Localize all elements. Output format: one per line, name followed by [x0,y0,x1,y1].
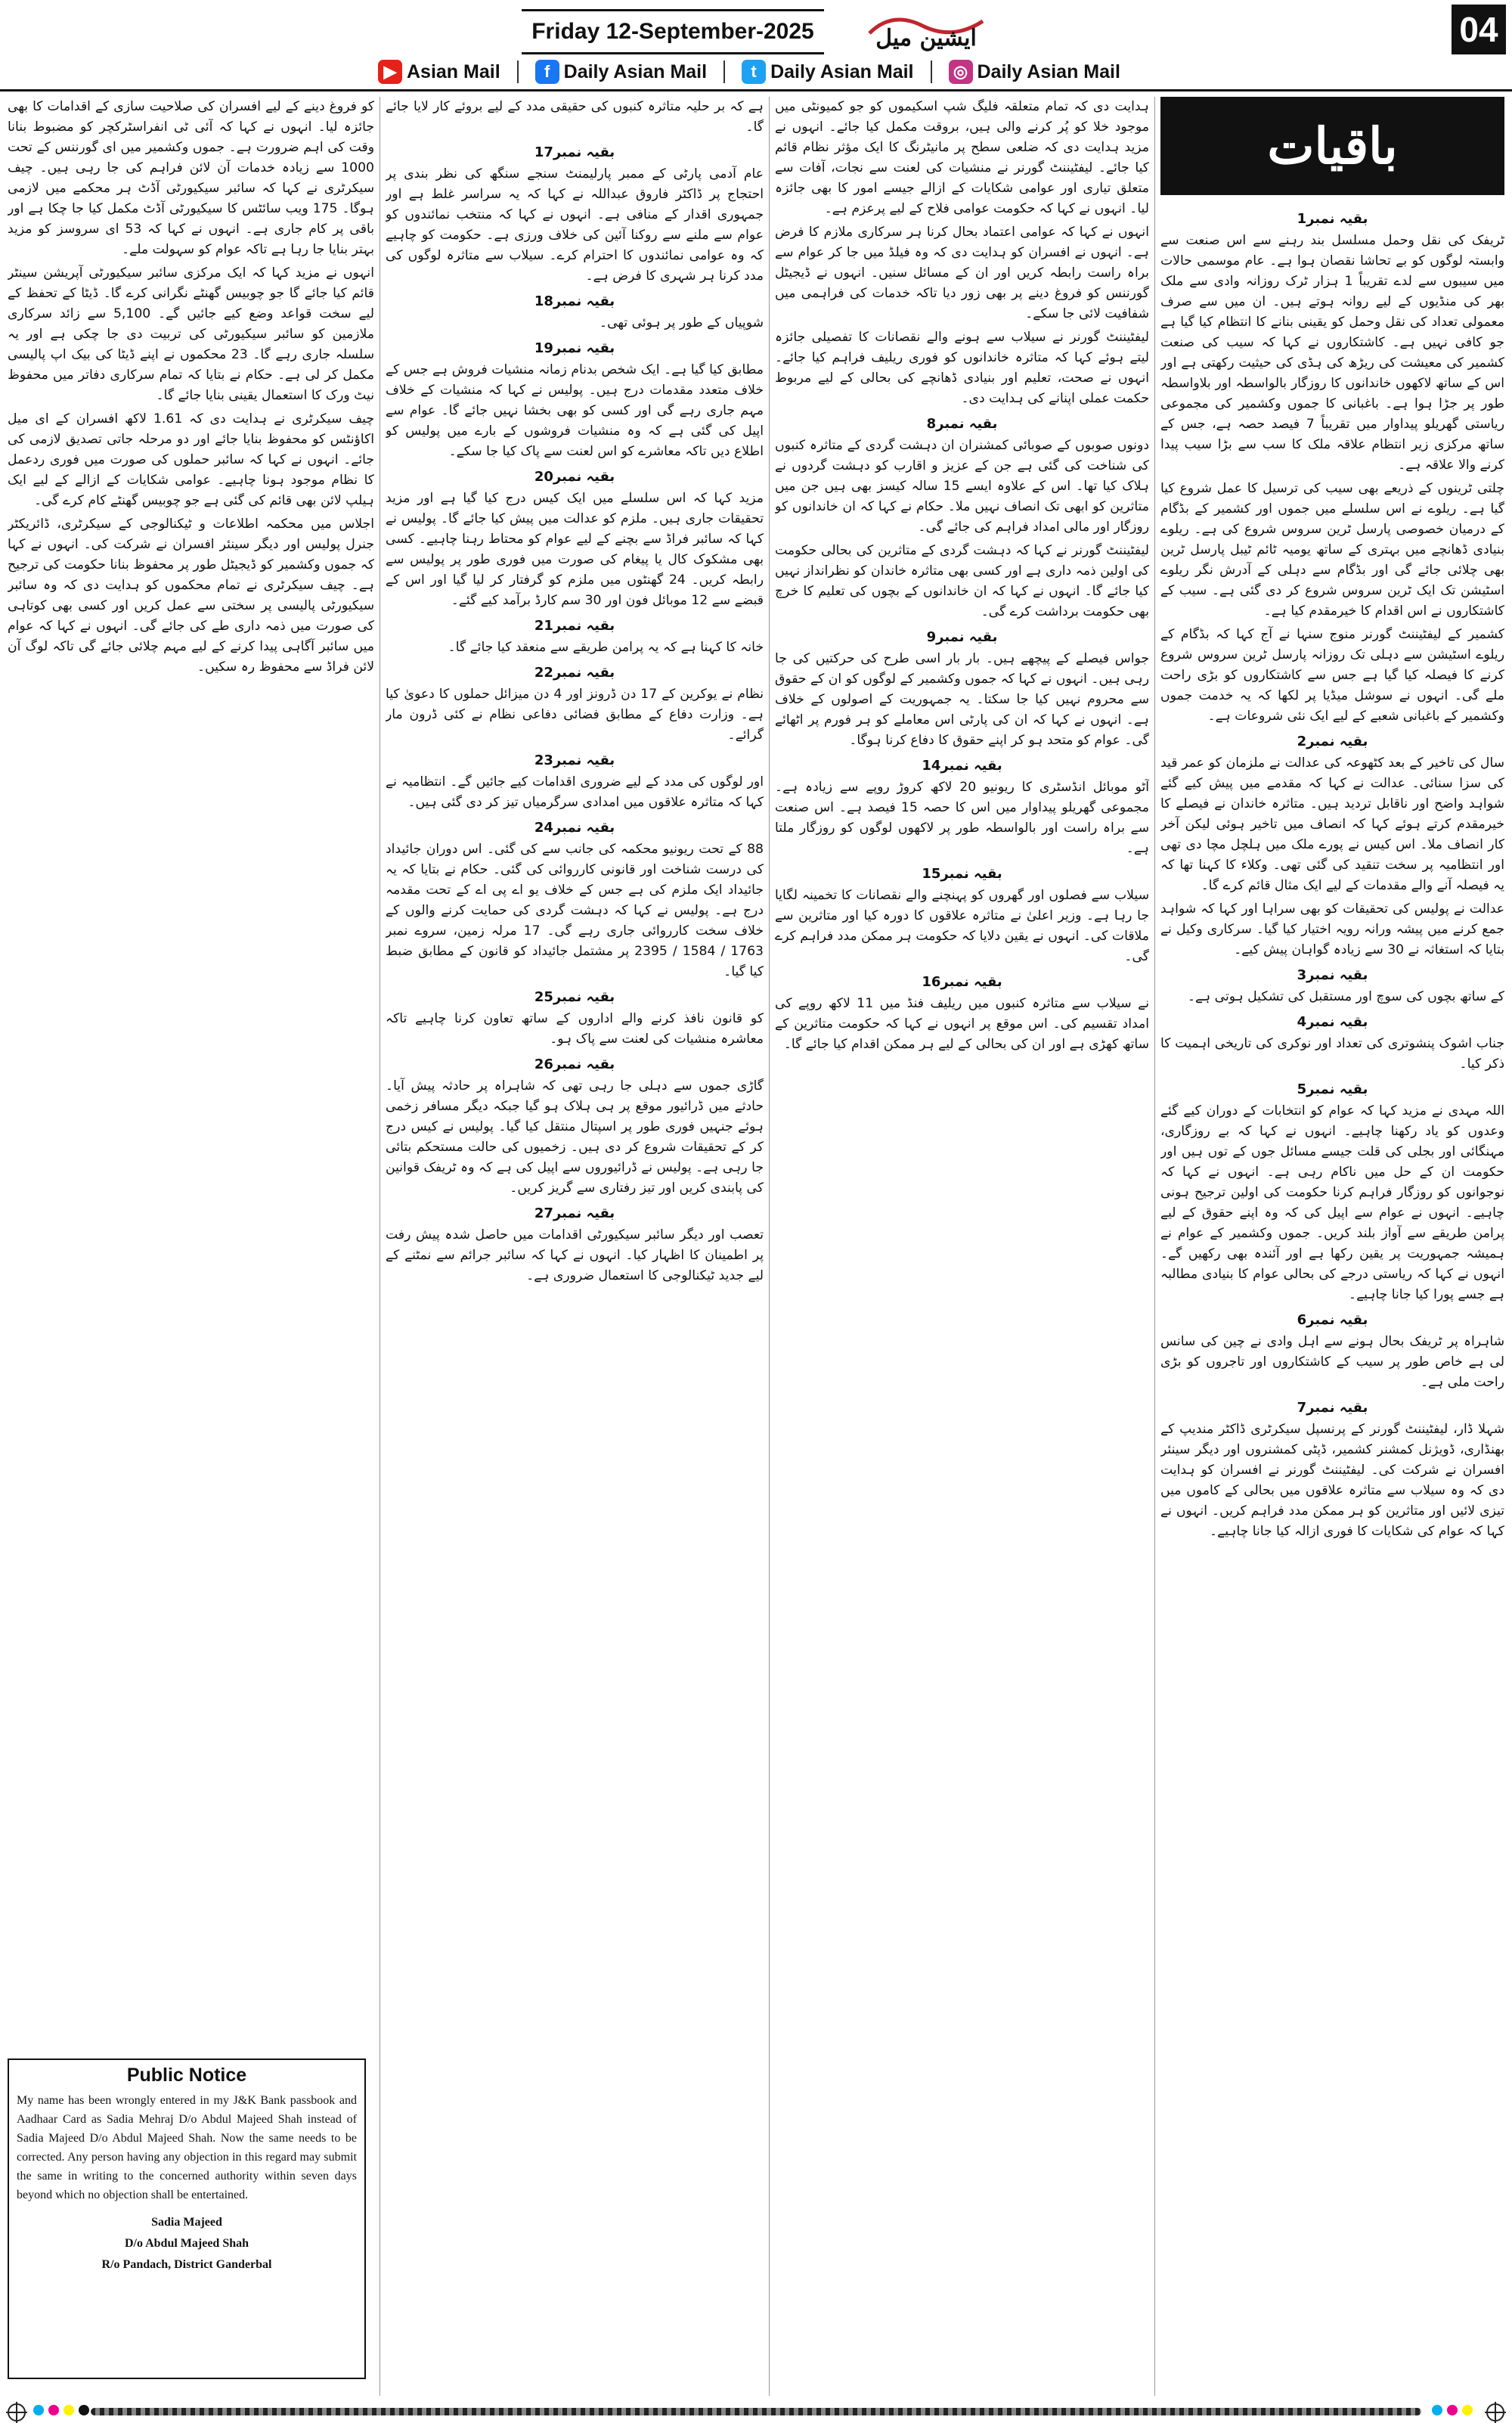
article-paragraph: کشمیر کے لیفٹیننٹ گورنر منوج سنہا نے آج کہا کہ بڈگام کے ریلوے اسٹیشن سے دہلی تک روزانہ پارسل ٹرین سروس شروع کرنے کا فیصلہ کیا گیا ہے جس سے کاشتکاروں کو بڑی راحت ملے گی۔ انہوں نے سوشل میڈیا پر لکھا کہ یہ خدمت جموں وکشمیر کے باغبانی شعبے کے لیے ایک نئی شروعات ہے۔ [1160,627,1504,724]
article-paragraph: نظام نے یوکرین کے 17 دن ڈرونز اور 4 دن میزائل حملوں کا دعویٰ کیا ہے۔ وزارت دفاع کے مطابق فضائی دفاعی نظام نے کئی ڈرون مار گرائے۔ [386,687,764,743]
continuation-heading: بقیہ نمبر18 [534,293,615,309]
continuation-heading: بقیہ نمبر20 [534,469,615,485]
header-divider [0,89,1512,92]
social-link[interactable] [535,60,707,84]
continuation-heading: بقیہ نمبر25 [534,989,615,1005]
registration-mark-icon [8,2403,26,2421]
continuation-heading: بقیہ نمبر16 [922,974,1002,990]
youtube-icon: ▶ [378,60,402,84]
article-paragraph: آٹو موبائل انڈسٹری کا ریونیو 20 لاکھ کروڑ روپے سے زیادہ ہے۔ مجموعی گھریلو پیداوار میں اس کا حصہ 15 فیصد ہے۔ اس صنعت سے براہ راست اور بالواسطہ طور پر لاکھوں لوگوں کو روزگار ملتا ہے۔ [775,780,1149,856]
column-divider [769,97,770,2396]
article-paragraph: گاڑی جموں سے دہلی جا رہی تھی کہ شاہراہ پر حادثہ پیش آیا۔ حادثے میں ڈرائیور موقع پر ہی ہلاک ہو گیا جبکہ دیگر مسافر زخمی ہوئے جنہیں فوری طور پر اسپتال منتقل کیا گیا۔ پولیس نے کیس درج کر کے تحقیقات شروع کر دی ہیں۔ زخمیوں کی حالت مستحکم بتائی جا رہی ہے۔ پولیس نے ڈرائیوروں سے اپیل کی ہے کہ وہ ٹریفک قوانین کی پابندی کریں اور تیز رفتاری سے گریز کریں۔ [386,1078,764,1196]
article-paragraph: جناب اشوک پنشوتری کی تعداد اور نوکری کی تاریخی اہمیت کا ذکر کیا۔ [1160,1036,1504,1072]
registration-mark-icon [1486,2403,1504,2421]
article-paragraph: چلتی ٹرینوں کے ذریعے بھی سیب کی ترسیل کا عمل شروع کیا گیا ہے۔ ریلوے نے اس سلسلے میں جموں اور کشمیر کے بڈگام کے درمیان خصوصی پارسل ٹرین سروس شروع کی ہے۔ ریلوے بنیادی ڈھانچے میں بہتری کے ساتھ یومیہ ٹائم ٹیبل پارسل ٹرین بھی چلائی جائے گی اور بڈگام سے دہلی کے آدرش نگر ریلوے اسٹیشن تک ایک ٹرین سروس شروع کر دی گئی ہے۔ سیب کے کاشتکاروں نے اس اقدام کا خیرمقدم کیا ہے۔ [1160,481,1504,619]
page-number: 04 [1452,5,1506,54]
notice-parent: D/o Abdul Majeed Shah [124,2237,249,2250]
column-left [8,97,374,2048]
continuation-heading: بقیہ نمبر24 [534,820,615,836]
article-paragraph: دونوں صوبوں کے صوبائی کمشنران ان دہشت گردی کے متاثرہ کنبوں کی شناخت کی گئی ہے جن کے عزیز و اقارب کو دہشت گردوں نے ہلاک کیا تھا۔ اس کے علاوہ ایسے 15 سالہ کیسز بھی ہیں جن میں متاثرین کو ابھی تک انصاف نہیں ملا۔ حکام نے کہا کہ ان خاندانوں کو روزگار اور مالی امداد فراہم کی جائے گی۔ [775,438,1149,535]
column-right [1160,97,1504,2396]
article-paragraph: ہے کہ بر حلیہ متاثرہ کنبوں کی حقیقی مدد کے لیے بروئے کار لایا جائے گا۔ [386,99,764,135]
article-paragraph: سال کی تاخیر کے بعد کٹھوعہ کی عدالت نے ملزمان کو عمر قید کی سزا سنائی۔ عدالت نے کہا کہ مقدمے میں پیش کیے گئے شواہد واضح اور ناقابل تردید ہیں۔ متاثرہ خاندان نے فیصلے کا خیرمقدم کرتے ہوئے کہا کہ انصاف میں تاخیر ہوئی لیکن آخر کار انصاف ملا۔ اس کیس نے پورے ملک میں ہلچل مچا دی تھی اور انتظامیہ پر سخت تنقید کی گئی تھی۔ وکلاء کا کہنا تھا کہ یہ فیصلہ آنے والے مقدمات کے لیے ایک مثال قائم کرے گا۔ [1160,755,1504,893]
article-paragraph: نے سیلاب سے متاثرہ کنبوں میں ریلیف فنڈ میں 11 لاکھ روپے کی امداد تقسیم کی۔ اس موقع پر انہوں نے کہا کہ حکومت متاثرین کے ساتھ کھڑی ہے اور ان کی بحالی کے لیے ہر ممکن اقدام کیا جائے گا۔ [775,996,1149,1052]
article-paragraph: تعصب اور دیگر سائبر سیکیورٹی اقدامات میں حاصل شدہ پیش رفت پر اطمینان کا اظہار کیا۔ انہوں نے کہا کہ سائبر جرائم سے نمٹنے کے لیے جدید ٹیکنالوجی کا استعمال ضروری ہے۔ [386,1227,764,1283]
registration-bar [91,2408,1421,2415]
cyan-swatch-icon [1432,2405,1442,2415]
continuation-heading: بقیہ نمبر7 [1297,1400,1368,1416]
article-paragraph: کو قانون نافذ کرنے والے اداروں کے ساتھ تعاون کرنا چاہیے تاکہ معاشرہ منشیات کی لعنت سے پاک ہو۔ [386,1011,764,1047]
continuation-heading: بقیہ نمبر22 [534,665,615,681]
continuation-heading: بقیہ نمبر3 [1297,967,1368,983]
continuation-heading: بقیہ نمبر23 [534,752,615,768]
continuation-heading: بقیہ نمبر5 [1297,1081,1368,1097]
continuation-heading: بقیہ نمبر14 [922,758,1002,774]
masthead-logo [862,3,990,53]
social-links [378,57,1172,86]
cyan-swatch-icon [33,2405,44,2415]
article-paragraph: جواس فیصلے کے پیچھے ہیں۔ بار بار اسی طرح کی حرکتیں کی جا رہی ہیں۔ انہوں نے کہا کہ جموں وکشمیر کے لوگوں کو ان کے حقوق سے محروم نہیں کیا جا سکتا۔ یہ جمہوریت کے اصولوں کے خلاف ہے۔ انہوں نے کہا کہ ان کی پارٹی اس معاملے کو ہر فورم پر اٹھائے گی۔ عوام کو متحد ہو کر اپنے حقوق کا دفاع کرنا ہوگا۔ [775,651,1149,748]
article-paragraph: کے ساتھ بچوں کی سوچ اور مستقبل کی تشکیل ہوتی ہے۔ [1187,989,1504,1004]
continuation-heading: بقیہ نمبر15 [922,866,1002,882]
issue-date: Friday 12-September-2025 [522,9,824,54]
notice-title: Public Notice [126,2065,247,2086]
continuation-heading: بقیہ نمبر21 [534,618,615,634]
public-notice [8,2058,366,2379]
column-center-right [775,97,1149,2396]
column-center-left [386,97,764,2396]
article-paragraph: شاہراہ پر ٹریفک بحال ہونے سے اہل وادی نے چین کی سانس لی ہے خاص طور پر سیب کے کاشتکاروں اور تاجروں کو بڑی راحت ملی ہے۔ [1160,1334,1504,1390]
notice-body: My name has been wrongly entered in my J&K Bank passbook and Aadhaar Card as Sadia Mehraj D/o Abdul Majeed Shah instead of Sadia Majeed D/o Abdul Majeed Shah. Now the same needs to be corrected. Any person having any objection in this regard may submit the same in writing to the concerned authority within seven days beyond which no objection shall be entertained. [17,2094,357,2201]
article-paragraph: مطابق کیا گیا ہے۔ ایک شخص بدنام زمانہ منشیات فروش ہے جس کے خلاف متعدد مقدمات درج ہیں۔ پولیس نے کہا کہ منشیات کے خلاف مہم جاری رہے گی اور کسی کو بھی بخشا نہیں جائے گا۔ عوام سے اپیل کی گئی ہے کہ وہ منشیات فروشوں کے بارے میں پولیس کو اطلاع دیں تاکہ معاشرے کو اس لعنت سے پاک کیا جا سکے۔ [386,362,764,459]
article-paragraph: چیف سیکرٹری نے ہدایت دی کہ 1.61 لاکھ افسران کے ای میل اکاؤنٹس کو محفوظ بنایا جائے اور دو مرحلہ جاتی تصدیق لازمی کی جائے۔ انہوں نے کہا کہ سائبر حملوں کی صورت میں فوری ردعمل کا نظام موجود ہونا چاہیے۔ عوامی شکایات کے ازالے کے لیے ایک ہیلپ لائن بھی قائم کی گئی ہے جو چوبیس گھنٹے کام کرے گی۔ [8,411,374,508]
magenta-swatch-icon [1447,2405,1458,2415]
continuation-heading: بقیہ نمبر2 [1297,734,1368,749]
social-link[interactable] [378,60,500,84]
continuation-heading: بقیہ نمبر4 [1297,1014,1368,1030]
black-swatch-icon [79,2405,89,2415]
article-paragraph: اللہ مہدی نے مزید کہا کہ عوام کو انتخابات کے دوران کیے گئے وعدوں کو یاد رکھنا چاہیے۔ انہوں نے کہا کہ بے روزگاری، مہنگائی اور بجلی کی قلت جیسے مسائل جوں کے توں ہیں اور حکومت ان کے حل میں ناکام رہی ہے۔ انہوں نے کہا کہ نوجوانوں کو روزگار فراہم کرنا حکومت کی اولین ترجیح ہونی چاہیے۔ انہوں نے عوام سے اپیل کی کہ وہ اپنے حقوق کے لیے پرامن طریقے سے آواز بلند کریں۔ جموں وکشمیر کے عوام نے ہمیشہ جمہوریت پر یقین رکھا ہے اور آئندہ بھی رکھیں گے۔ انہوں نے کہا کہ ریاستی درجے کی بحالی عوام کا بنیادی مطالبہ ہے جسے پورا کیا جانا چاہیے۔ [1160,1103,1504,1302]
column-divider [1154,97,1155,2396]
social-label: Daily Asian Mail [563,60,708,82]
article-paragraph: سیلاب سے فصلوں اور گھروں کو پہنچنے والے نقصانات کا تخمینہ لگایا جا رہا ہے۔ وزیر اعلیٰ نے متاثرہ علاقوں کا دورہ کیا اور متاثرین سے ملاقات کی۔ انہوں نے یقین دلایا کہ حکومت ہر ممکن مدد فراہم کرے گی۔ [775,888,1149,964]
social-link[interactable] [949,60,1120,84]
section-title: باقیات [1160,97,1504,195]
continuation-heading: بقیہ نمبر19 [534,340,615,356]
article-paragraph: مزید کہا کہ اس سلسلے میں ایک کیس درج کیا گیا ہے اور مزید تحقیقات جاری ہیں۔ ملزم کو عدالت میں پیش کیا جائے گا۔ پولیس نے کہا کہ سائبر فراڈ سے بچنے کے لیے عوام کو محتاط رہنا چاہیے۔ کسی بھی مشکوک کال یا پیغام کی صورت میں فوری طور پر پولیس سے رابطہ کریں۔ 24 گھنٹوں میں ملزم کو گرفتار کر لیا گیا اور اس کے قبضے سے 12 موبائل فون اور 30 سم کارڈ برآمد کیے گئے۔ [386,491,764,608]
social-link[interactable] [742,60,913,84]
article-paragraph: شوپیاں کے طور پر ہوئی تھی۔ [600,315,764,330]
twitter-icon: t [742,60,766,84]
continuation-heading: بقیہ نمبر9 [926,629,998,645]
article-paragraph: اجلاس میں محکمہ اطلاعات و ٹیکنالوجی کے سیکرٹری، ڈائریکٹر جنرل پولیس اور دیگر سینئر افسران نے شرکت کی۔ انہوں نے کہا کہ جموں وکشمیر کو ڈیجیٹل طور پر محفوظ بنانا حکومت کی ترجیح ہے۔ چیف سیکرٹری نے تمام محکموں کو ہدایت دی کہ وہ سائبر سیکیورٹی پالیسی پر سختی سے عمل کریں اور کسی بھی کوتاہی کی صورت میں ذمہ داری طے کی جائے گی۔ انہوں نے کہا کہ عوام میں سائبر آگاہی پیدا کرنے کے لیے مہم چلائی جائے گی تاکہ لوگ آن لائن فراڈ سے محفوظ رہ سکیں۔ [8,517,374,675]
article-paragraph: لیفٹیننٹ گورنر نے سیلاب سے ہونے والے نقصانات کا تفصیلی جائزہ لیتے ہوئے کہا کہ متاثرہ خاندانوں کو فوری ریلیف فراہم کیا جائے۔ انہوں نے صحت، تعلیم اور بنیادی ڈھانچے کی بحالی کے لیے مربوط حکمت عملی اپنانے کی ہدایت دی۔ [775,330,1149,406]
article-paragraph: انہوں نے کہا کہ عوامی اعتماد بحال کرنا ہر سرکاری ملازم کا فرض ہے۔ انہوں نے افسران کو ہدایت دی کہ وہ فیلڈ میں جا کر عوام سے براہ راست رابطہ کریں اور ان کے مسائل سنیں۔ انہوں نے ڈیجیٹل گورننس کو فروغ دینے پر بھی زور دیا تاکہ خدمات کی فراہمی میں شفافیت لائی جا سکے۔ [775,225,1149,321]
continuation-heading: بقیہ نمبر1 [1297,211,1368,227]
article-paragraph: انہوں نے مزید کہا کہ ایک مرکزی سائبر سیکیورٹی آپریشن سینٹر قائم کیا جائے گا جو چوبیس گھنٹے نگرانی کرے گا۔ ڈیٹا کے تحفظ کے لیے سخت قواعد وضع کیے جائیں گے۔ 5,100 سے زائد سرکاری ملازمین کو سائبر سیکیورٹی کی تربیت دی جا چکی ہے اور یہ سلسلہ جاری رہے گا۔ 23 محکموں نے اپنے ڈیٹا کی بیک اپ پالیسی مکمل کر لی ہے۔ حکام نے بتایا کہ تمام سرکاری دفاتر میں محفوظ نیٹ ورک کا استعمال یقینی بنایا جائے گا۔ [8,265,374,403]
social-label: Daily Asian Mail [977,60,1120,82]
social-separator [723,60,725,83]
article-paragraph: 88 کے تحت ریونیو محکمہ کی جانب سے کی گئی۔ اس دوران جائیداد کی درست شناخت اور قانونی کارروائی کی گئی۔ حکام نے بتایا کہ یہ جائیداد ایک ملزم کی ہے جس کے خلاف یو اے پی اے کے تحت مقدمہ درج ہے۔ پولیس نے کہا کہ دہشت گردی کی حمایت کرنے والوں کے خلاف سخت کارروائی جاری رہے گی۔ 17 مرلہ زمین، سروے نمبر 1763 / 1584 / 2395 پر مشتمل جائیداد کو قانون کے مطابق ضبط کیا گیا۔ [386,842,764,979]
article-paragraph: ہدایت دی کہ تمام متعلقہ فلیگ شپ اسکیموں کو جو کمیونٹی میں موجود خلا کو پُر کرنے والی ہیں، بروقت مکمل کیا جائے۔ انہوں نے مزید ہدایت دی کہ ضلعی سطح پر مانیٹرنگ کا ایک مؤثر نظام قائم کیا جائے۔ لیفٹیننٹ گورنر نے منشیات کی لعنت سے نجات، آفات سے متعلق تیاری اور عوامی شکایات کے ازالے جیسے امور کا بھی جائزہ لیا۔ انہوں نے کہا کہ حکومت عوامی فلاح کے لیے پرعزم ہے۔ [775,99,1149,216]
article-paragraph: اور لوگوں کی مدد کے لیے ضروری اقدامات کیے جائیں گے۔ انتظامیہ نے کہا کہ متاثرہ علاقوں میں امدادی سرگرمیاں تیز کر دی گئی ہیں۔ [386,774,764,810]
article-paragraph: خانہ کا کہنا ہے کہ یہ پرامن طریقے سے منعقد کیا جائے گا۔ [448,640,764,655]
print-registration-strip [0,2399,1512,2422]
article-paragraph: عام آدمی پارٹی کے ممبر پارلیمنٹ سنجے سنگھ کی نظر بندی پر احتجاج پر ڈاکٹر فاروق عبداللہ نے کہا کہ یہ سراسر غلط ہے اور جمہوری اقدار کے منافی ہے۔ انہوں نے کہا کہ منتخب نمائندوں کو عوام سے ملنے سے روکنا آئین کی خلاف ورزی ہے۔ حکومت کو چاہیے کہ وہ عوامی نمائندوں کا احترام کرے۔ سیلاب سے متاثرہ لوگوں کی مدد کرنا ہر شہری کا فرض ہے۔ [386,166,764,284]
continuation-heading: بقیہ نمبر26 [534,1056,615,1072]
article-paragraph: کو فروغ دینے کے لیے افسران کی صلاحیت سازی کے اقدامات کا بھی جائزہ لیا۔ انہوں نے کہا کہ آئی ٹی انفراسٹرکچر کو مضبوط بنانا وقت کی اہم ضرورت ہے۔ جموں وکشمیر میں ای گورننس کے تحت 1000 سے زیادہ خدمات آن لائن فراہم کی جا رہی ہیں۔ چیف سیکرٹری نے کہا کہ سائبر سیکیورٹی آڈٹ ہر محکمے میں لازمی ہوگا۔ 175 ویب سائٹس کا سیکیورٹی آڈٹ مکمل کیا جا چکا ہے اور باقی پر کام جاری ہے۔ انہوں نے کہا کہ 53 ای سروسز کو مزید بہتر بنایا جا رہا ہے تاکہ عوام کو سہولت ملے۔ [8,99,374,257]
notice-address: R/o Pandach, District Ganderbal [101,2258,272,2271]
svg-text:ایشین میل: ایشین میل [875,25,977,51]
continuation-heading: بقیہ نمبر6 [1297,1312,1368,1328]
magenta-swatch-icon [48,2405,59,2415]
instagram-icon: ◎ [949,60,973,84]
social-separator [931,60,932,83]
article-paragraph: عدالت نے پولیس کی تحقیقات کو بھی سراہا اور کہا کہ شواہد جمع کرنے میں پیشہ ورانہ رویہ اختیار کیا گیا۔ سرکاری وکیل نے بتایا کہ استغاثہ نے 30 سے زیادہ گواہان پیش کیے۔ [1160,901,1504,957]
page-header [0,0,1512,89]
social-label: Asian Mail [407,60,500,82]
social-separator [517,60,519,83]
article-paragraph: شہلا ڈار، لیفٹیننٹ گورنر کے پرنسپل سیکرٹری ڈاکٹر مندیپ کے بھنڈاری، ڈویژنل کمشنر کشمیر، ڈپٹی کمشنروں اور دیگر سینئر افسران نے شرکت کی۔ لیفٹیننٹ گورنر نے افسران کو ہدایت دی کہ وہ سیلاب سے متاثرہ علاقوں میں بحالی کے کاموں میں تیزی لائیں اور متاثرین کو ہر ممکن مدد فراہم کریں۔ انہوں نے کہا کہ عوام کی شکایات کا فوری ازالہ کیا جانا چاہیے۔ [1160,1422,1504,1539]
social-label: Daily Asian Mail [770,60,914,82]
continuation-heading: بقیہ نمبر8 [926,416,998,432]
yellow-swatch-icon [1462,2405,1473,2415]
facebook-icon: f [535,60,559,84]
continuation-heading: بقیہ نمبر17 [534,144,615,160]
notice-name: Sadia Majeed [151,2216,222,2229]
article-paragraph: ٹریفک کی نقل وحمل مسلسل بند رہنے سے اس صنعت سے وابستہ لوگوں کو بے تحاشا نقصان ہوا ہے۔ عام موسمی حالات میں سیبوں سے لدے تقریباً 1 ہزار ٹرک روزانہ وادی سے ملک بھر کی منڈیوں کے لیے روانہ ہوتے ہیں۔ ان میں سے صرف معمولی تعداد کی نقل وحمل کو یقینی بنانے کا انتظام کیا گیا ہے جو کافی نہیں ہے۔ کاشتکاروں نے کہا کہ سیب کی صنعت کشمیر کی معیشت کی ریڑھ کی ہڈی کی حیثیت رکھتی ہے اور اس کے ساتھ لاکھوں خاندانوں کا روزگار بالواسطہ اور بلاواسطہ طور پر جڑا ہوا ہے۔ باغبانی کا جموں وکشمیر کی مجموعی ریاستی گھریلو پیداوار میں تقریباً 7 فیصد حصہ ہے، جس کے ساتھ مرکزی زیر انتظام علاقہ ملک کا سب سے بڑا سیب پیدا کرنے والا علاقہ ہے۔ [1160,233,1504,473]
yellow-swatch-icon [64,2405,74,2415]
continuation-heading: بقیہ نمبر27 [534,1205,615,1221]
article-paragraph: لیفٹیننٹ گورنر نے کہا کہ دہشت گردی کے متاثرین کی بحالی حکومت کی اولین ذمہ داری ہے اور کسی بھی متاثرہ خاندان کو نظرانداز نہیں کیا جائے گا۔ انہوں نے کہا کہ ان خاندانوں کے بچوں کی تعلیم کا خرچ بھی حکومت برداشت کرے گی۔ [775,543,1149,619]
